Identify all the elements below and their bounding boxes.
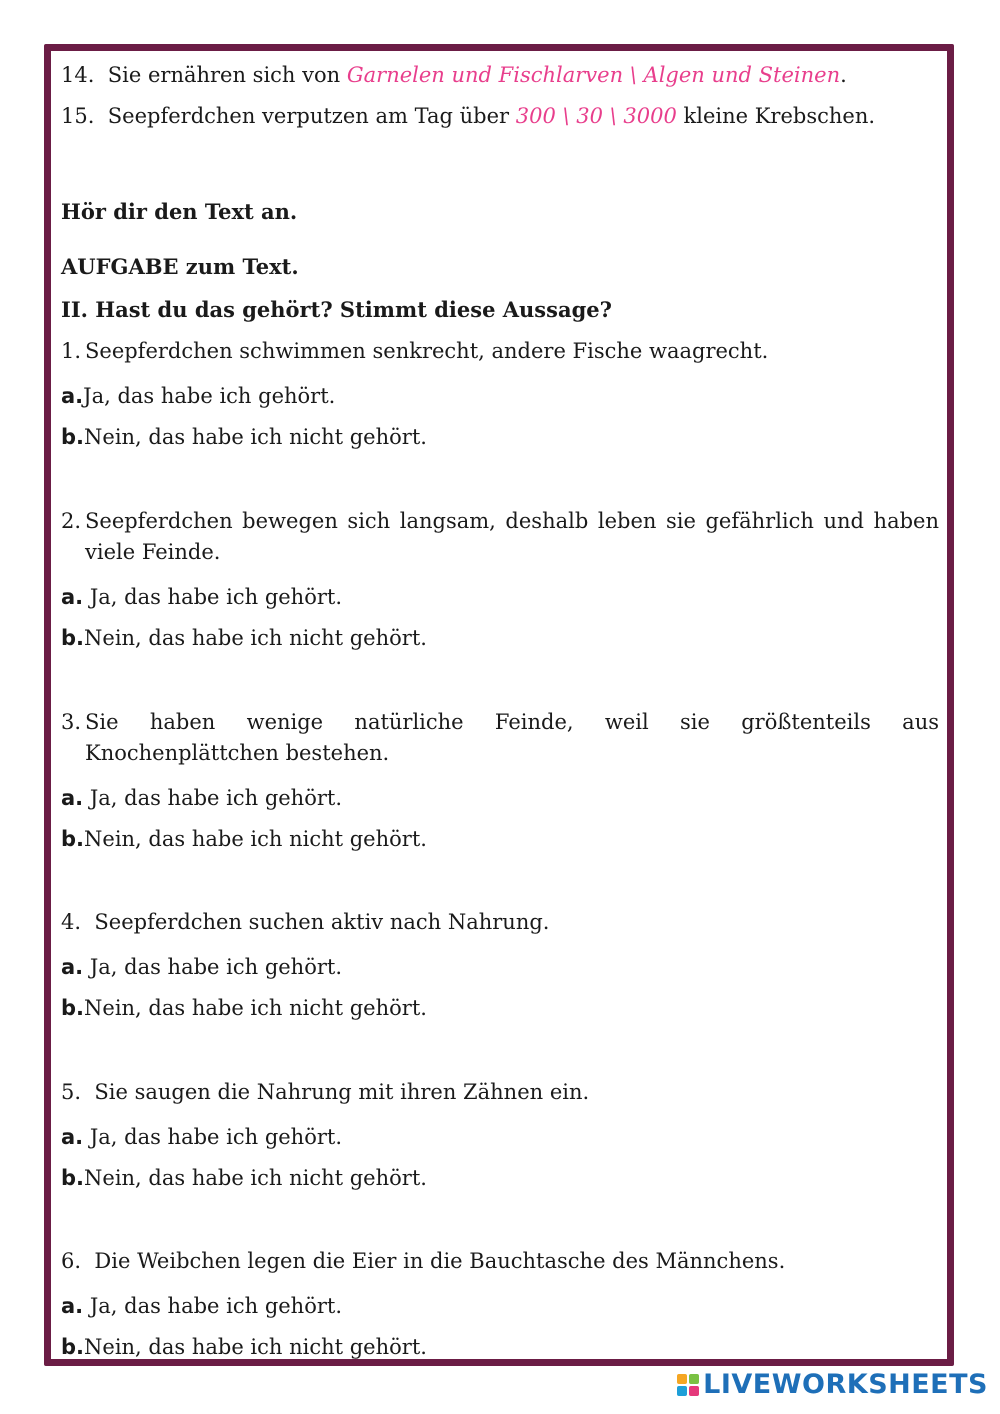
question-number: 5. (61, 1080, 82, 1104)
answer-option-a[interactable] (61, 1291, 939, 1321)
question-text: Sie saugen die Nahrung mit ihren Zähnen ein. (94, 1080, 590, 1104)
option-letter: a. (61, 384, 84, 408)
option-letter: b. (61, 626, 85, 650)
option-letter: b. (61, 996, 85, 1020)
logo-grid-icon (677, 1374, 699, 1396)
question-line (61, 1246, 939, 1276)
question-number: 2. (61, 509, 82, 533)
liveworksheets-logo (677, 1369, 988, 1400)
question-line (61, 907, 939, 937)
answer-option-b[interactable] (61, 993, 939, 1023)
question-number: 1. (61, 339, 82, 363)
question-text: Die Weibchen legen die Eier in die Bauchtasche des Männchens. (94, 1249, 786, 1273)
answer-option-a[interactable] (61, 381, 939, 411)
option-text: Ja, das habe ich gehört. (89, 786, 343, 810)
option-letter: b. (61, 425, 85, 449)
item-text-before: Sie ernähren sich von (107, 63, 341, 87)
question-number: 6. (61, 1249, 82, 1273)
item-text-before: Seepferdchen verputzen am Tag über (107, 104, 510, 128)
option-letter: b. (61, 827, 85, 851)
question-number: 4. (61, 910, 82, 934)
option-text: Ja, das habe ich gehört. (89, 1125, 343, 1149)
option-text: Nein, das habe ich nicht gehört. (84, 827, 427, 851)
option-letter: a. (61, 1294, 84, 1318)
answer-option-b[interactable] (61, 623, 939, 653)
option-text: Nein, das habe ich nicht gehört. (84, 996, 427, 1020)
option-text: Nein, das habe ich nicht gehört. (84, 626, 427, 650)
answer-option-b[interactable] (61, 1163, 939, 1193)
option-letter: a. (61, 786, 84, 810)
option-letter: b. (61, 1335, 85, 1359)
option-letter: a. (61, 955, 84, 979)
option-letter: a. (61, 585, 84, 609)
logo-text: LIVEWORKSHEETS (703, 1369, 988, 1400)
option-text: Nein, das habe ich nicht gehört. (84, 1166, 427, 1190)
question-text: Seepferdchen schwimmen senkrecht, andere Fische waagrecht. (85, 339, 769, 363)
task-heading: AUFGABE zum Text. (61, 254, 299, 279)
answer-option-a[interactable] (61, 952, 939, 982)
answer-option-b[interactable] (61, 824, 939, 854)
option-text: Ja, das habe ich gehört. (89, 585, 343, 609)
option-letter: a. (61, 1125, 84, 1149)
option-text: Ja, das habe ich gehört. (89, 955, 343, 979)
option-text: Nein, das habe ich nicht gehört. (84, 425, 427, 449)
answer-option-b[interactable] (61, 422, 939, 452)
answer-option-b[interactable] (61, 1332, 939, 1362)
section-title: II. Hast du das gehört? Stimmt diese Aussage? (61, 297, 612, 322)
option-letter: b. (61, 1166, 85, 1190)
item-text-after: kleine Krebschen. (683, 104, 876, 128)
answer-option-a[interactable] (61, 1122, 939, 1152)
listen-instruction: Hör dir den Text an. (61, 199, 298, 224)
answer-option-a[interactable] (61, 783, 939, 813)
fill-item-15 (61, 101, 939, 131)
choice-options[interactable]: 300 \ 30 \ 3000 (515, 104, 677, 128)
fill-item-14 (61, 60, 939, 90)
option-text: Ja, das habe ich gehört. (83, 384, 336, 408)
question-text: Seepferdchen suchen aktiv nach Nahrung. (94, 910, 550, 934)
option-text: Nein, das habe ich nicht gehört. (84, 1335, 427, 1359)
choice-options[interactable]: Garnelen und Fischlarven \ Algen und Steinen (346, 63, 841, 87)
item-number: 15. (61, 104, 95, 128)
question-text: Sie haben wenige natürliche Feinde, weil sie größtenteils aus Knochenplättchen bestehen. (85, 710, 939, 765)
question-number: 3. (61, 710, 82, 734)
question-text: Seepferdchen bewegen sich langsam, deshalb leben sie gefährlich und haben viele Feinde. (85, 509, 939, 564)
item-text-after: . (840, 63, 847, 87)
question-line (61, 1077, 939, 1107)
answer-option-a[interactable] (61, 582, 939, 612)
option-text: Ja, das habe ich gehört. (89, 1294, 343, 1318)
item-number: 14. (61, 63, 95, 87)
